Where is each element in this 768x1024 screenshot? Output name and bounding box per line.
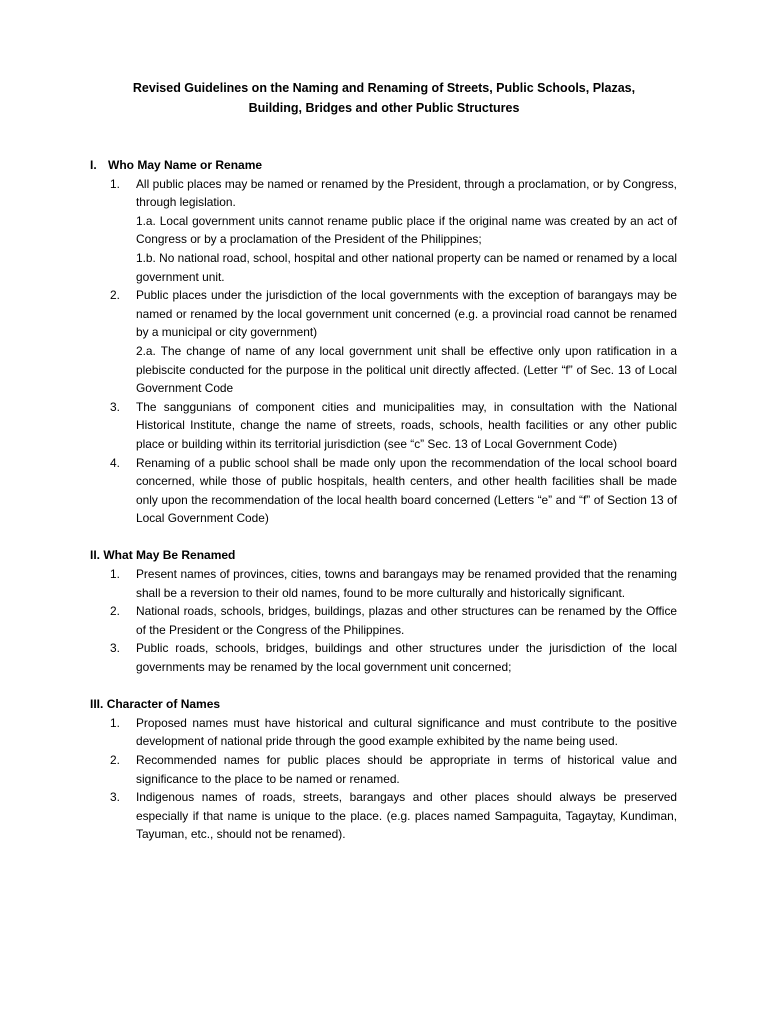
- list-item: 3. Indigenous names of roads, streets, barangays and other places should always be preserved especially if that name is unique to the place. (e.g. places named Sampaguita, Tagaytay, Kundiman, Tayuman, etc., should not be renamed).: [110, 790, 677, 842]
- list-item: 2. Public places under the jurisdiction of the local governments with the exception of barangays may be named or renamed by the local government unit concerned (e.g. a provincial road cannot be renamed by a municipal or city government) 2.a. The change of name of any local government unit shall be effective only upon ratification in a plebiscite conducted for the purpose in the political unit directly affected. (Letter “f” of Sec. 13 of Local Government Code: [90, 286, 677, 398]
- sub-item: 2.a. The change of name of any local government unit shall be effective only upon ratification in a plebiscite conducted for the purpose in the political unit directly affected. (Letter “f” of Sec. 13 of Local Government Code: [136, 343, 677, 396]
- list-item: 2. National roads, schools, bridges, buildings, plazas and other structures can be renamed by the Office of the President or the Congress of the Philippines.: [110, 604, 677, 637]
- item-text: Public places under the jurisdiction of the local governments with the exception of barangays may be named or renamed by the local government unit concerned (e.g. a provincial road cannot be renamed by a municipal or city government): [136, 288, 677, 340]
- section-character-of-names: [90, 695, 677, 844]
- sub-item: 1.a. Local government units cannot rename public place if the original name was created by an act of Congress or by a proclamation of the President of the Philippines;: [136, 213, 677, 247]
- item-text: Public roads, schools, bridges, buildings and other structures under the jurisdiction of the local governments may be renamed by the local government unit concerned;: [136, 641, 677, 675]
- section-list: [90, 714, 677, 844]
- section-what-may-be-renamed: [90, 546, 677, 676]
- section-list: [90, 175, 677, 528]
- section-heading: I. Who May Name or Rename: [90, 158, 263, 172]
- list-item: 4. Renaming of a public school shall be made only upon the recommendation of the local school board concerned, while those of public hospitals, health centers, and other health facilities shall be made only upon the recommendation of the local health board concerned (Letters “e” and “f” of Section 13 of Local Government Code): [110, 455, 677, 526]
- item-text: All public places may be named or renamed by the President, through a proclamation, or by Congress, through legislation.: [136, 176, 677, 210]
- item-text: National roads, schools, bridges, buildings, plazas and other structures can be renamed by the Office of the President or the Congress of the Philippines.: [136, 604, 677, 637]
- title-line-2: Building, Bridges and other Public Structures: [248, 101, 520, 115]
- sub-item: 1.b. No national road, school, hospital and other national property can be named or renamed by a local government unit.: [136, 250, 677, 284]
- document-body: [90, 156, 677, 863]
- document-title: [60, 78, 708, 118]
- item-text: Recommended names for public places should be appropriate in terms of historical value and significance to the place to be named or renamed.: [136, 753, 677, 786]
- section-heading: II. What May Be Renamed: [90, 548, 236, 563]
- item-text: Proposed names must have historical and cultural significance and must contribute to the positive development of national pride through the good example exhibited by the name being used.: [136, 715, 677, 749]
- title-line-1: Revised Guidelines on the Naming and Renaming of Streets, Public Schools, Plazas,: [132, 81, 636, 95]
- section-who-may-name: [90, 156, 677, 528]
- section-heading: III. Character of Names: [90, 697, 221, 712]
- list-item: 1. Proposed names must have historical and cultural significance and must contribute to the positive development of national pride through the good example exhibited by the name being used.: [110, 715, 677, 749]
- item-text: Renaming of a public school shall be made only upon the recommendation of the local school board concerned, while those of public hospitals, health centers, and other health facilities shall be made only upon the recommendation of the local health board concerned (Letters “e” and “f” of Section 13 of Local Government Code): [136, 455, 677, 526]
- list-item: 2. Recommended names for public places should be appropriate in terms of historical value and significance to the place to be named or renamed.: [110, 753, 677, 786]
- section-list: [90, 565, 677, 677]
- item-text: The sanggunians of component cities and municipalities may, in consultation with the National Historical Institute, change the name of streets, roads, schools, health facilities or any other public place or building within its territorial jurisdiction (see “c” Sec. 13 of Local Government Code): [136, 399, 677, 451]
- item-text: Indigenous names of roads, streets, barangays and other places should always be preserved especially if that name is unique to the place. (e.g. places named Sampaguita, Tagaytay, Kundiman, Tayuman, etc., should not be renamed).: [136, 790, 677, 842]
- item-text: Present names of provinces, cities, towns and barangays may be renamed provided that the renaming shall be a reversion to their old names, found to be more culturally and historically significant.: [136, 567, 677, 600]
- list-item: 3. The sanggunians of component cities and municipalities may, in consultation with the National Historical Institute, change the name of streets, roads, schools, health facilities or any other public place or building within its territorial jurisdiction (see “c” Sec. 13 of Local Government Code): [110, 399, 677, 451]
- list-item: 1. Present names of provinces, cities, towns and barangays may be renamed provided that the renaming shall be a reversion to their old names, found to be more culturally and historically significant.: [110, 567, 677, 600]
- list-item: 3. Public roads, schools, bridges, buildings and other structures under the jurisdiction of the local governments may be renamed by the local government unit concerned;: [110, 641, 677, 675]
- list-item: 1. All public places may be named or renamed by the President, through a proclamation, or by Congress, through legislation. 1.a. Local government units cannot rename public place if the original name was created by an act of Congress or by a proclamation of the President of the Philippines; 1.b. No national road, school, hospital and other national property can be named or renamed by a local government unit.: [90, 175, 677, 287]
